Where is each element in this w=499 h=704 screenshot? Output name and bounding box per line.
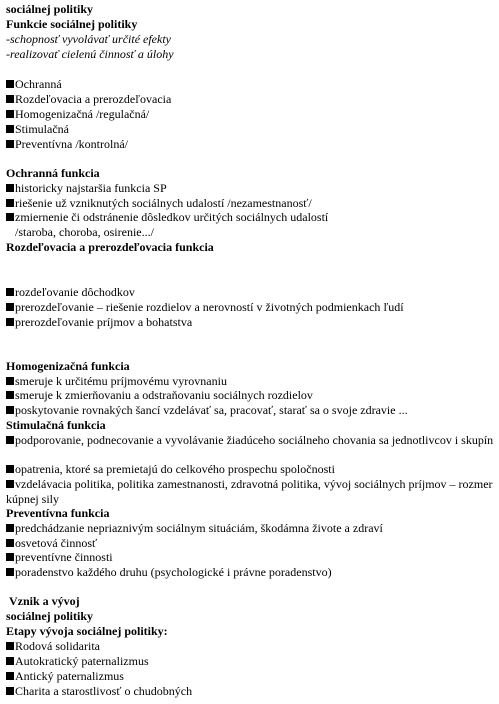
bullet-icon bbox=[6, 480, 14, 488]
bullet-icon bbox=[6, 657, 14, 665]
bullet-icon bbox=[6, 213, 14, 221]
bullet-icon bbox=[6, 642, 14, 650]
list-item: Charita a starostlivosť o chudobných bbox=[6, 684, 192, 699]
bullet-icon bbox=[6, 568, 14, 576]
list-item: zmiernenie či odstránenie dôsledkov určitých sociálnych udalostí bbox=[6, 210, 328, 225]
bullet-icon bbox=[6, 687, 14, 695]
bullet-icon bbox=[6, 80, 14, 88]
list-item: Preventívna /kontrolná/ bbox=[6, 137, 128, 152]
bullet-icon bbox=[6, 303, 14, 311]
list-item: vzdelávacia politika, politika zamestnanosti, zdravotná politika, vývoj sociálnych príjmov – rozmer kúpnej sily bbox=[6, 477, 493, 506]
list-item: Rodová solidarita bbox=[6, 639, 100, 654]
bullet-icon bbox=[6, 318, 14, 326]
section-heading: Ochranná funkcia bbox=[6, 166, 100, 180]
definition-line: -realizovať cielenú činnosť a úlohy bbox=[6, 47, 174, 61]
bullet-icon bbox=[6, 672, 14, 680]
list-item: poradenstvo každého druhu (psychologické i právne poradenstvo) bbox=[6, 565, 332, 580]
bullet-icon bbox=[6, 140, 14, 148]
bullet-icon bbox=[6, 553, 14, 561]
bullet-icon bbox=[6, 184, 14, 192]
list-item: podporovanie, podnecovanie a vyvolávanie žiadúceho sociálneho chovania sa jednotlivcov i skupín bbox=[6, 433, 494, 448]
bullet-icon bbox=[6, 524, 14, 532]
list-item: Rozdeľovacia a prerozdeľovacia bbox=[6, 92, 171, 107]
bullet-icon bbox=[6, 465, 14, 473]
list-item: Antický paternalizmus bbox=[6, 669, 124, 684]
section-heading: Funkcie sociálnej politiky bbox=[6, 17, 138, 31]
list-item: osvetová činnosť bbox=[6, 536, 97, 551]
section-heading: Rozdeľovacia a prerozdeľovacia funkcia bbox=[6, 240, 214, 254]
list-item: riešenie už vzniknutých sociálnych udalostí /nezamestnanosť/ bbox=[6, 196, 312, 211]
bullet-icon bbox=[6, 539, 14, 547]
list-item: smeruje k zmierňovaniu a odstraňovaniu sociálnych rozdielov bbox=[6, 388, 313, 403]
bullet-icon bbox=[6, 377, 14, 385]
section-heading: Homogenizačná funkcia bbox=[6, 359, 130, 373]
heading-continuation: sociálnej politiky bbox=[6, 2, 94, 16]
list-item: Homogenizačná /regulačná/ bbox=[6, 107, 149, 122]
definition-line: -schopnosť vyvolávať určité efekty bbox=[6, 32, 171, 46]
list-item: historicky najstaršia funkcia SP bbox=[6, 181, 167, 196]
section-heading: Stimulačná funkcia bbox=[6, 418, 106, 432]
list-item: opatrenia, ktoré sa premietajú do celkového prospechu spoločnosti bbox=[6, 462, 335, 477]
bullet-icon bbox=[6, 199, 14, 207]
bullet-icon bbox=[6, 110, 14, 118]
section-heading: Preventívna funkcia bbox=[6, 506, 110, 520]
bullet-icon bbox=[6, 288, 14, 296]
bullet-icon bbox=[6, 406, 14, 414]
list-item-continuation: /staroba, choroba, osirenie.../ bbox=[15, 225, 154, 239]
list-item: Stimulačná bbox=[6, 122, 69, 137]
section-heading: sociálnej politiky bbox=[6, 609, 94, 623]
list-item: Autokratický paternalizmus bbox=[6, 654, 149, 669]
bullet-icon bbox=[6, 391, 14, 399]
section-heading: Etapy vývoja sociálnej politiky: bbox=[6, 624, 168, 638]
list-item: poskytovanie rovnakých šancí vzdelávať sa, pracovať, starať sa o svoje zdravie ... bbox=[6, 403, 408, 418]
list-item: preventívne činnosti bbox=[6, 550, 113, 565]
section-heading: Vznik a vývoj bbox=[9, 594, 80, 608]
bullet-icon bbox=[6, 436, 14, 444]
list-item: prerozdeľovanie – riešenie rozdielov a nerovností v životných podmienkach ľudí bbox=[6, 300, 404, 315]
list-item: prerozdeľovanie príjmov a bohatstva bbox=[6, 315, 192, 330]
bullet-icon bbox=[6, 125, 14, 133]
list-item: predchádzanie nepriaznivým sociálnym situáciám, škodámna živote a zdraví bbox=[6, 521, 383, 536]
list-item: Ochranná bbox=[6, 77, 62, 92]
list-item: rozdeľovanie dôchodkov bbox=[6, 285, 135, 300]
bullet-icon bbox=[6, 95, 14, 103]
list-item: smeruje k určitému príjmovému vyrovnaniu bbox=[6, 374, 227, 389]
